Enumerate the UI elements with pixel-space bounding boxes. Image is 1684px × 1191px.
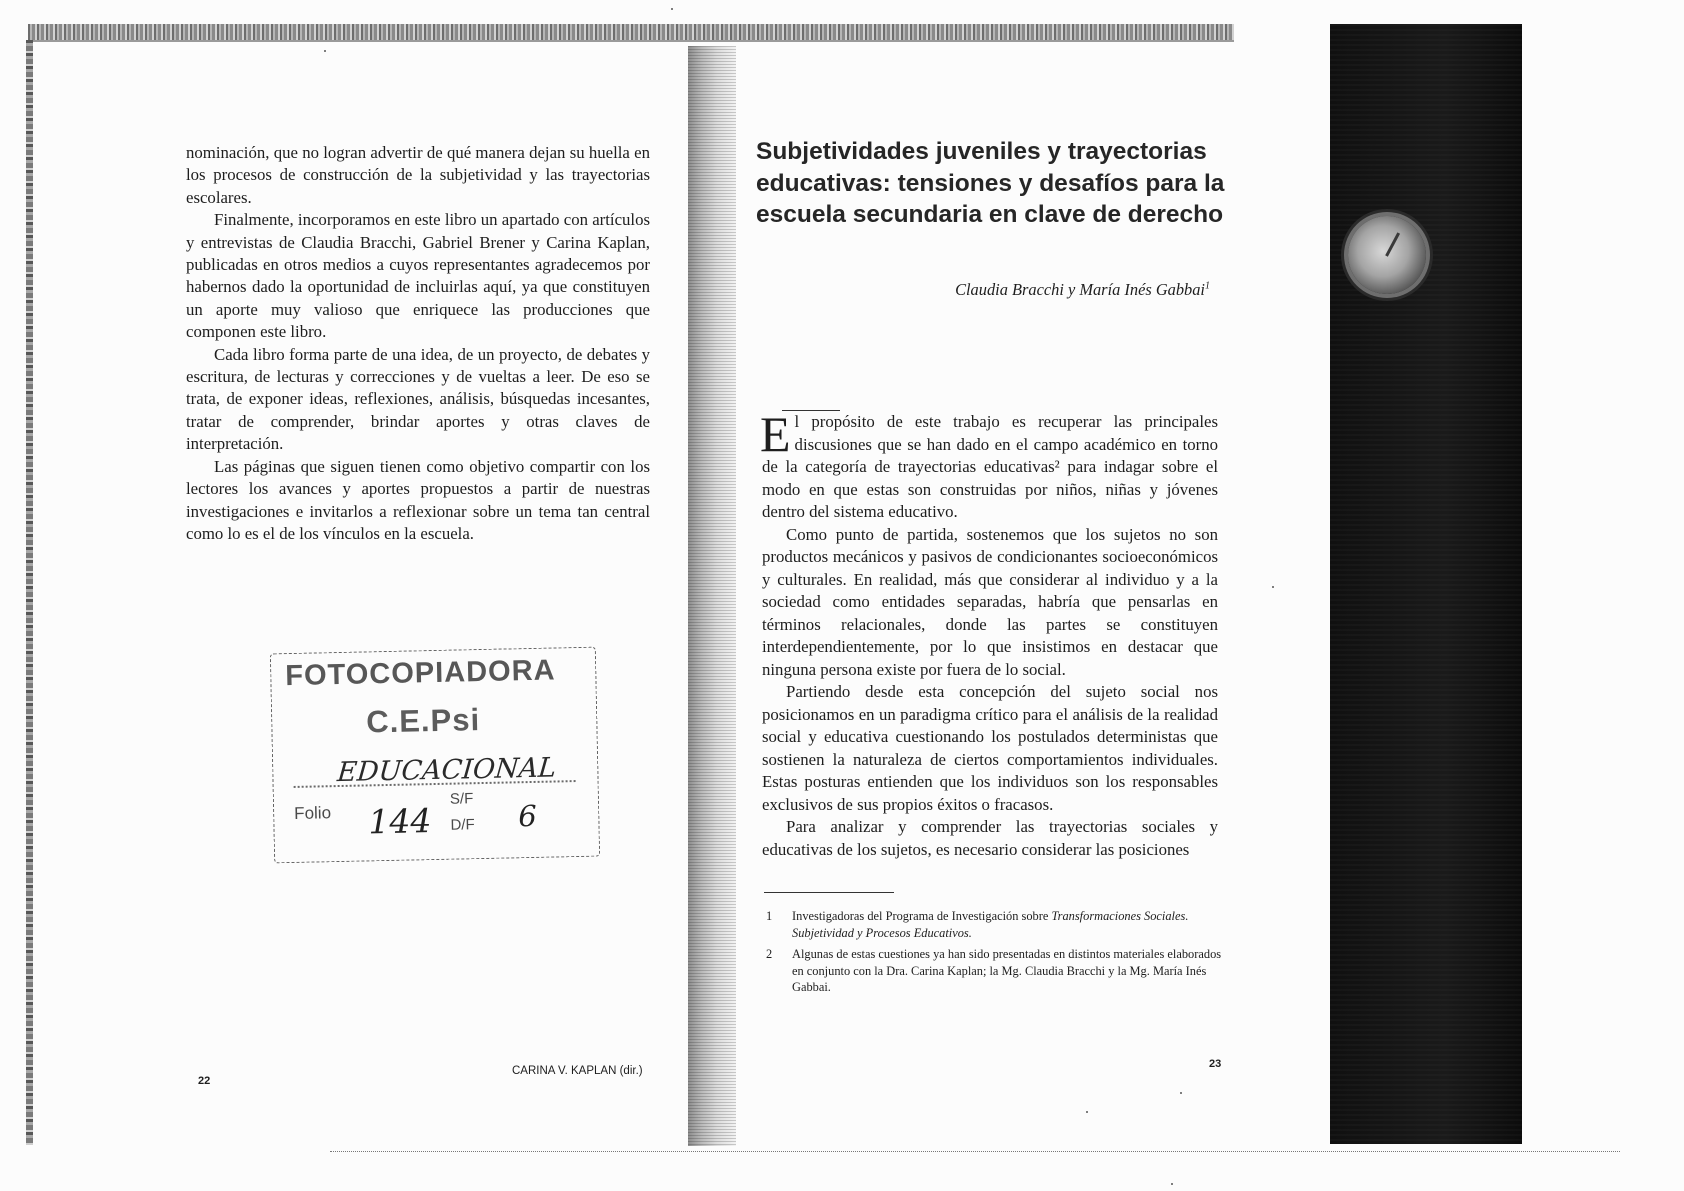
scan-speck [1086, 1111, 1088, 1113]
footnote [766, 908, 1224, 941]
footnote [766, 946, 1224, 996]
paragraph: Finalmente, incorporamos en este libro un apartado con artículos y entrevistas de Claudia Bracchi, Gabriel Brener y Carina Kaplan, publicadas en otros medios a cuyos representantes agradecemos por habernos dado la oportunidad de incluirlas aquí, ya que constituyen un aporte muy valioso que enriquece las producciones que componen este libro. [186, 210, 650, 342]
paragraph: Para analizar y comprender las trayectorias sociales y educativas de los sujetos, es necesario considerar las posiciones [762, 817, 1218, 859]
footnote-rule [764, 892, 894, 893]
stamp-folio-label: Folio [293, 803, 332, 823]
wristwatch-image [1348, 216, 1426, 294]
paragraph: Partiendo desde esta concepción del sujeto social nos posicionamos en un paradigma crítico para el análisis de la realidad social y educativa cuestionando los postulados deterministas que sostienen la naturaleza de ciertos comportamientos individuales. Estas posturas entienden que los individuos son los responsables exclusivos de sus propios éxitos o fracasos. [762, 682, 1218, 814]
stamp-df-label: D/F [450, 816, 475, 834]
photocopy-stamp [270, 647, 600, 864]
authors-names: Claudia Bracchi y María Inés Gabbai [955, 280, 1205, 299]
stamp-sf-label: S/F [449, 790, 474, 808]
chapter-authors [920, 280, 1210, 300]
scan-bottom-edge [330, 1151, 1620, 1152]
stamp-title: FOTOCOPIADORA [284, 654, 556, 693]
scan-speck [1171, 1183, 1173, 1185]
footnote-text: Investigadoras del Programa de Investigación sobre [792, 909, 1052, 923]
chapter-title: Subjetividades juveniles y trayectorias educativas: tensiones y desafíos para la escuela secundaria en clave de derecho [756, 138, 1225, 228]
footnote-italic-text: Transformaciones Sociales. Subjetividad y Procesos Educativos. [792, 909, 1189, 940]
paragraph: Como punto de partida, sostenemos que los sujetos no son productos mecánicos y pasivos de condicionantes socioeconómicos y culturales. En realidad, más que considerar al individuo y a la sociedad como entidades separadas, habría que pensarlas en términos relacionales, donde las partes se constituyen interdependientemente, por lo que insistimos en destacar que ninguna persona existe por fuera de lo social. [762, 524, 1218, 679]
footnote-number: 1 [766, 909, 773, 923]
scan-speck [671, 8, 673, 10]
book-gutter-shadow [688, 46, 736, 1146]
scan-speck [324, 50, 326, 52]
paragraph: Cada libro forma parte de una idea, de un proyecto, de debates y escritura, de lecturas y correcciones y de vueltas a leer. De eso se trata, de exponer ideas, reflexiones, análisis, búsquedas incesantes, tratar de comprender, brindar aportes y otras claves de interpretación. [186, 344, 650, 454]
drop-cap: E [760, 406, 791, 462]
page-number-right: 23 [1209, 1058, 1222, 1070]
footnotes [766, 908, 1224, 1001]
authors-footnote-ref: 1 [1205, 280, 1210, 292]
paragraph-text: l propósito de este trabajo es recuperar las principales discusiones que se han dado en el campo académico en torno de la categoría de trayectorias educativas² para indagar sobre el modo en que estas son construidas por niños, niñas y jóvenes dentro del sistema educativo. [762, 412, 1218, 521]
running-head: CARINA V. KAPLAN (dir.) [512, 1065, 643, 1077]
left-page-body [186, 142, 650, 545]
paragraph: nominación, que no logran advertir de qué manera dejan su huella en los procesos de construcción de la subjetividad y las trayectorias escolares. [186, 143, 650, 207]
stamp-copies-number: 6 [517, 798, 538, 834]
scan-left-edge [26, 40, 33, 1145]
scan-background-dark-area [1330, 24, 1522, 1144]
right-page-body [760, 406, 1218, 861]
paragraph: Las páginas que siguen tienen como objetivo compartir con los lectores los avances y aportes propuestos a partir de nuestras investigaciones e invitarlos a reflexionar sobre un tema tan central como lo es el de los vínculos en la escuela. [186, 456, 650, 543]
paragraph [760, 406, 1218, 524]
scan-speck [1180, 1092, 1182, 1094]
footnote-text: Algunas de estas cuestiones ya han sido presentadas en distintos materiales elaborados en conjunto con la Dra. Carina Kaplan; la Mg. Claudia Bracchi y la Mg. María Inés Gabbai. [792, 947, 1222, 995]
scan-top-border [28, 24, 1234, 42]
scan-speck [1272, 586, 1274, 588]
stamp-department-handwritten: EDUCACIONAL [336, 752, 558, 789]
stamp-organization: C.E.Psi [365, 702, 481, 740]
page-number-left: 22 [198, 1075, 211, 1087]
stamp-folio-number: 144 [367, 801, 432, 842]
footnote-number: 2 [766, 947, 773, 962]
